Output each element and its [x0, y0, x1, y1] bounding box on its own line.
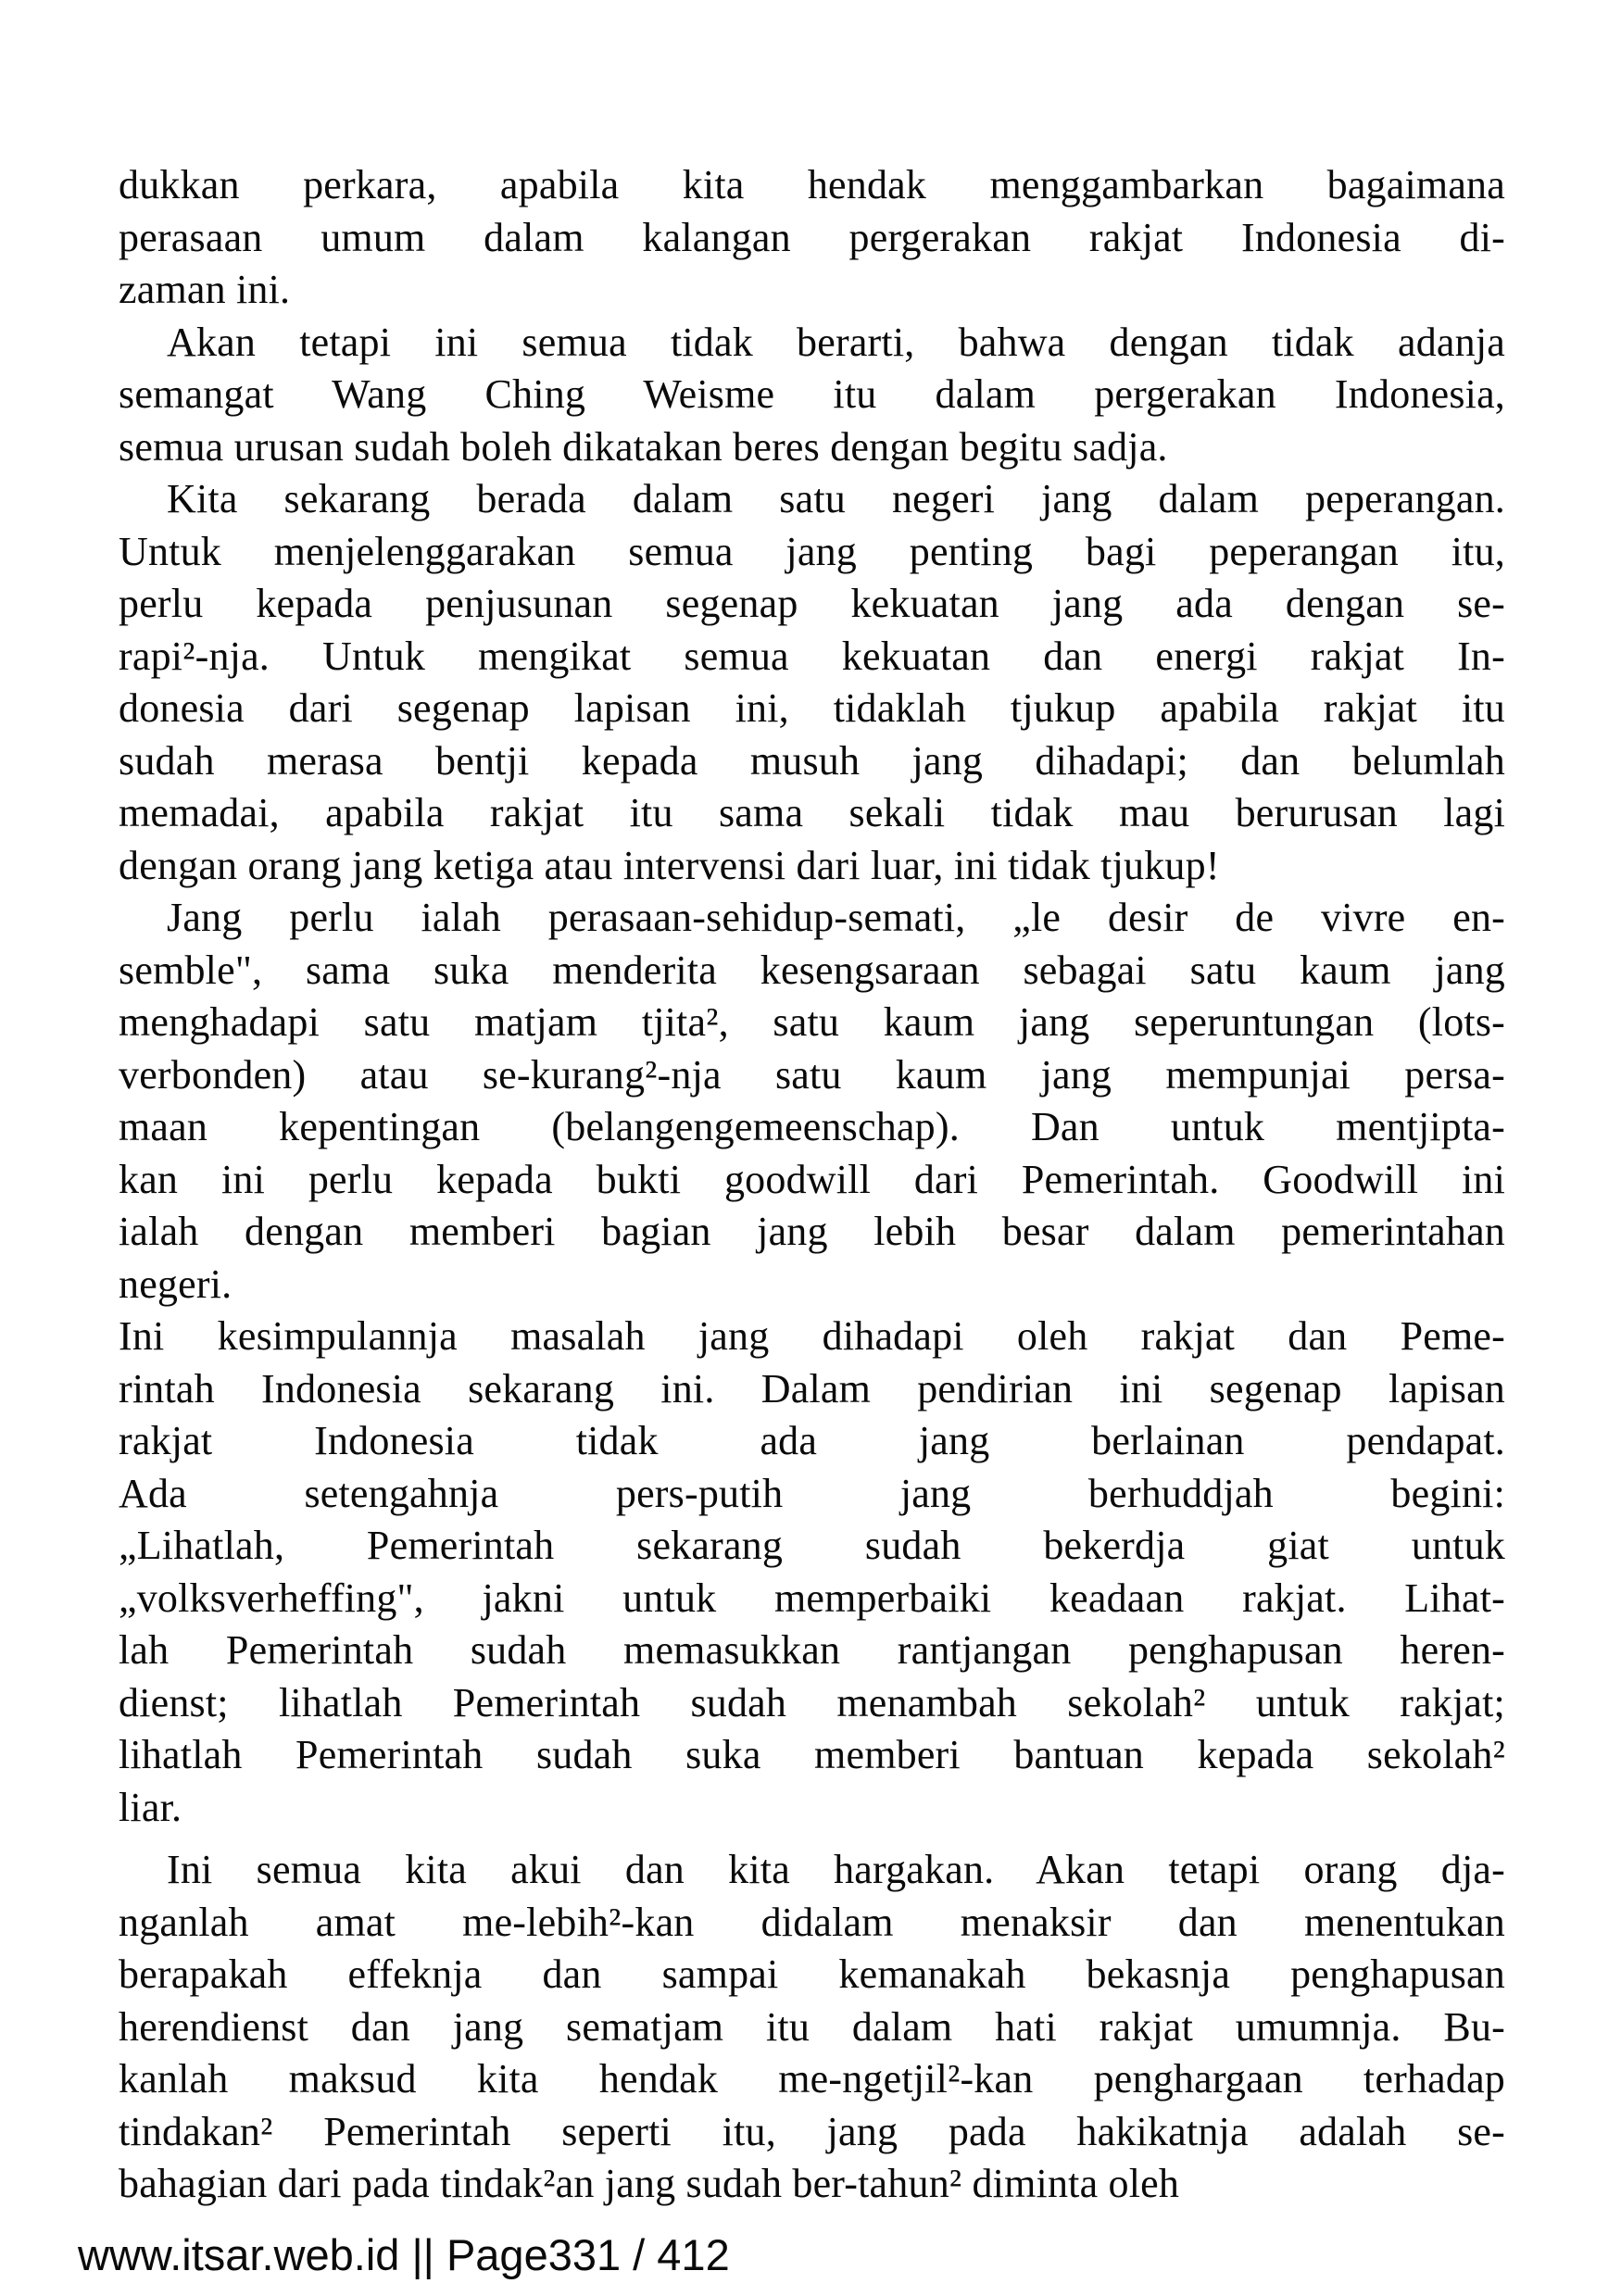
- text-line: kanlah maksud kita hendak me-ngetjil²-kan penghargaan terhadap: [119, 2056, 1505, 2102]
- text-line: Ini semua kita akui dan kita hargakan. Akan tetapi orang dja-: [167, 1847, 1505, 1892]
- text-line: memadai, apabila rakjat itu sama sekali tidak mau berurusan lagi: [119, 790, 1505, 835]
- text-line: lah Pemerintah sudah memasukkan rantjangan penghapusan heren-: [119, 1627, 1505, 1673]
- text-line: perlu kepada penjusunan segenap kekuatan jang ada dengan se-: [119, 581, 1505, 626]
- text-line: donesia dari segenap lapisan ini, tidaklah tjukup apabila rakjat itu: [119, 685, 1505, 731]
- text-line: dukkan perkara, apabila kita hendak menggambarkan bagaimana: [119, 162, 1505, 207]
- text-line: rintah Indonesia sekarang ini. Dalam pendirian ini segenap lapisan: [119, 1365, 1505, 1411]
- text-line: Akan tetapi ini semua tidak berarti, bahwa dengan tidak adanja: [167, 319, 1505, 365]
- text-line: Jang perlu ialah perasaan-sehidup-semati, „le desir de vivre en-: [167, 895, 1505, 940]
- text-line: perasaan umum dalam kalangan pergerakan rakjat Indonesia di-: [119, 214, 1505, 260]
- text-line: „Lihatlah, Pemerintah sekarang sudah bekerdja giat untuk: [119, 1523, 1505, 1568]
- body-text-block: [119, 159, 1505, 2211]
- text-line: rakjat Indonesia tidak ada jang berlainan pendapat.: [119, 1418, 1505, 1463]
- text-line: berapakah effeknja dan sampai kemanakah bekasnja penghapusan: [119, 1951, 1505, 1997]
- text-line: „volksverheffing", jakni untuk memperbaiki keadaan rakjat. Lihat-: [119, 1575, 1505, 1621]
- text-line: zaman ini.: [119, 267, 291, 312]
- text-line: tindakan² Pemerintah seperti itu, jang pada hakikatnja adalah se-: [119, 2108, 1505, 2154]
- text-line: Kita sekarang berada dalam satu negeri jang dalam peperangan.: [167, 476, 1505, 521]
- text-line: semua urusan sudah boleh dikatakan beres dengan begitu sadja.: [119, 423, 1168, 470]
- text-line: lihatlah Pemerintah sudah suka memberi bantuan kepada sekolah²: [119, 1732, 1505, 1777]
- text-line: semangat Wang Ching Weisme itu dalam pergerakan Indonesia,: [119, 371, 1505, 417]
- text-line: negeri.: [119, 1261, 232, 1307]
- footer-text: www.itsar.web.id || Page331 / 412: [78, 2230, 730, 2279]
- text-line: maan kepentingan (belangengemeenschap). Dan untuk mentjipta-: [119, 1104, 1505, 1149]
- text-line: sudah merasa bentji kepada musuh jang dihadapi; dan belumlah: [119, 737, 1505, 784]
- text-line: kan ini perlu kepada bukti goodwill dari Pemerintah. Goodwill ini: [119, 1156, 1505, 1202]
- text-line: verbonden) atau se-kurang²-nja satu kaum jang mempunjai persa-: [119, 1051, 1505, 1098]
- text-line: Untuk menjelenggarakan semua jang penting bagi peperangan itu,: [119, 528, 1505, 574]
- text-line: herendienst dan jang sematjam itu dalam hati rakjat umumnja. Bu-: [119, 2003, 1505, 2050]
- text-line: menghadapi satu matjam tjita², satu kaum jang seperuntungan (lots-: [119, 999, 1505, 1045]
- text-line: rapi²-nja. Untuk mengikat semua kekuatan dan energi rakjat In-: [119, 633, 1505, 679]
- text-line: liar.: [119, 1784, 182, 1830]
- text-line: semble", sama suka menderita kesengsaraan sebagai satu kaum jang: [119, 947, 1505, 993]
- text-line: ialah dengan memberi bagian jang lebih besar dalam pemerintahan: [119, 1209, 1505, 1254]
- text-line: dengan orang jang ketiga atau intervensi dari luar, ini tidak tjukup!: [119, 842, 1220, 888]
- text-line: dienst; lihatlah Pemerintah sudah menambah sekolah² untuk rakjat;: [119, 1679, 1505, 1725]
- text-line: Ada setengahnja pers-putih jang berhuddjah begini:: [119, 1470, 1505, 1516]
- text-line: bahagian dari pada tindak²an jang sudah ber-tahun² diminta oleh: [119, 2161, 1180, 2206]
- text-line: nganlah amat me-lebih²-kan didalam menaksir dan menentukan: [119, 1899, 1505, 1945]
- text-line: Ini kesimpulannja masalah jang dihadapi oleh rakjat dan Peme-: [119, 1313, 1505, 1359]
